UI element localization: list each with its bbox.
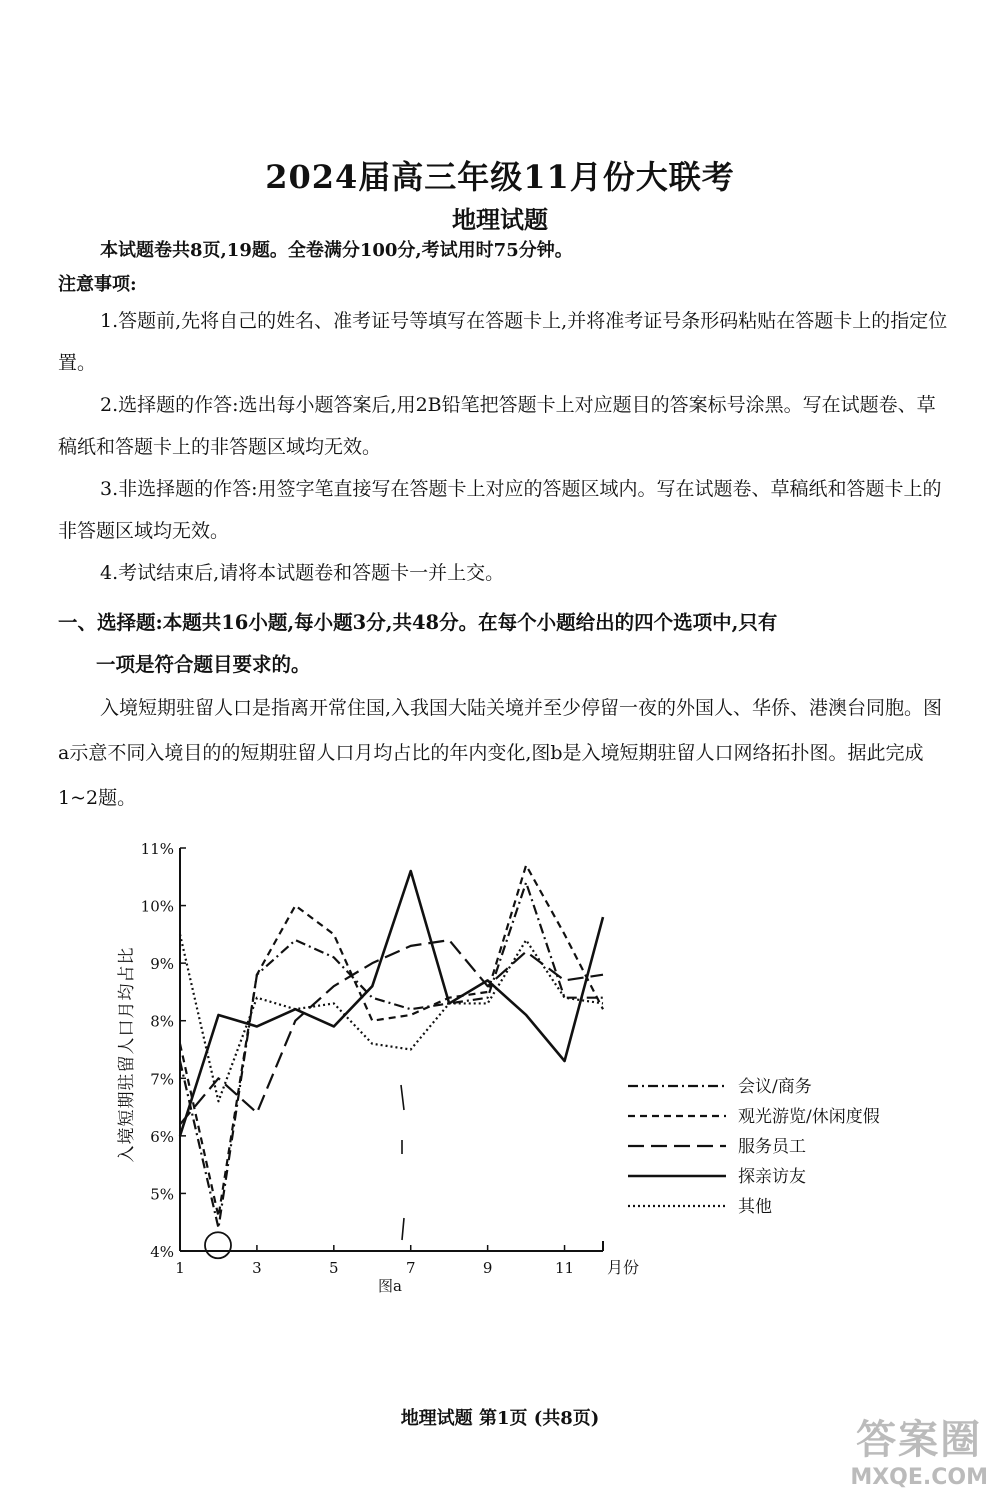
x-tick-label: 9 [482, 1259, 493, 1277]
y-tick-label: 7% [150, 1070, 174, 1089]
y-tick-label: 6% [150, 1127, 174, 1146]
exam-subject: 地理试题 [452, 205, 548, 234]
watermark-logo: 答案圈 MXQE.COM [850, 1417, 988, 1490]
notice-item: 2.选择题的作答:选出每小题答案后,用2B铅笔把答题卡上对应题目的答案标号涂黑。写在试题卷、草稿纸和答题卡上的非答题区域均无效。 [58, 394, 936, 458]
handwritten-circle-mark [205, 1232, 231, 1258]
intro-text: 入境短期驻留人口是指离开常住国,入我国大陆关境并至少停留一夜的外国人、华侨、港澳台同胞。图a示意不同入境目的的短期驻留人口月均占比的年内变化,图b是入境短期驻留人口网络拓扑图。据此完成1~2题。 [58, 697, 943, 809]
x-tick-label: 3 [252, 1259, 262, 1277]
x-tick-label: 11 [554, 1259, 575, 1277]
pen-mark [401, 1085, 404, 1240]
exam-info: 本试题卷共8页,19题。全卷满分100分,考试用时75分钟。 [100, 240, 573, 261]
chart-plot [117, 840, 639, 1295]
y-tick-label: 9% [150, 955, 174, 974]
question-intro [58, 686, 950, 821]
section-heading [58, 602, 950, 686]
legend-label-3: 服务员工 [738, 1137, 806, 1157]
y-axis-label: 入境短期驻留人口月均占比 [117, 946, 137, 1163]
x-axis-label: 月份 [607, 1258, 640, 1277]
figure-caption: 图a [378, 1277, 402, 1295]
legend-label-5: 其他 [738, 1197, 772, 1217]
series-line-2 [180, 865, 603, 1216]
page-footer: 地理试题 第1页 (共8页) [400, 1408, 600, 1429]
y-tick-label: 8% [150, 1012, 174, 1031]
y-tick-label: 4% [150, 1243, 174, 1261]
chart-legend [628, 1077, 880, 1217]
legend-label-2: 观光游览/休闲度假 [738, 1107, 880, 1127]
y-tick-label: 10% [140, 897, 174, 916]
notice-item: 1.答题前,先将自己的姓名、准考证号等填写在答题卡上,并将准考证号条形码粘贴在答题卡上的指定位置。 [58, 310, 948, 374]
section-line-2: 一项是符合题目要求的。 [96, 653, 311, 676]
notice-item: 3.非选择题的作答:用签字笔直接写在答题卡上对应的答题区域内。写在试题卷、草稿纸和答题卡上的非答题区域均无效。 [58, 478, 942, 542]
y-tick-label: 5% [150, 1185, 174, 1204]
exam-title: 2024届高三年级11月份大联考 [265, 158, 735, 196]
x-tick-label: 7 [405, 1259, 416, 1277]
legend-label-4: 探亲访友 [738, 1167, 806, 1187]
figure-a-chart [0, 820, 1000, 1310]
notice-heading: 注意事项: [58, 274, 137, 295]
notice-item: 4.考试结束后,请将本试题卷和答题卡一并上交。 [100, 562, 505, 584]
series-line-4 [180, 871, 603, 1136]
legend-label-1: 会议/商务 [738, 1077, 812, 1097]
section-line-1: 一、选择题:本题共16小题,每小题3分,共48分。在每个小题给出的四个选项中,只有 [58, 611, 778, 634]
x-tick-label: 5 [329, 1259, 339, 1277]
x-tick-label: 1 [175, 1259, 185, 1277]
y-tick-label: 11% [140, 840, 174, 858]
notice-list [58, 300, 950, 594]
